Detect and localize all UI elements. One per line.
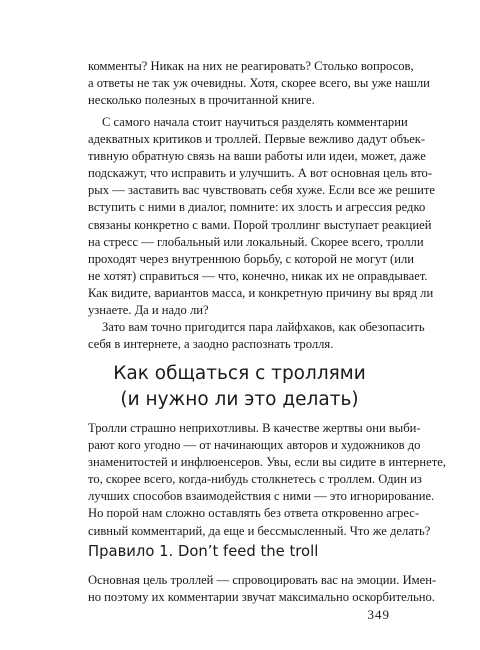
text-line: вступить с ними в диалог, помните: их злость и агрессия редко (88, 200, 426, 215)
text-line: сивный комментарий, да еще и бессмысленный. Что же делать? (88, 523, 431, 538)
text-line: подскажут, что исправить и улучшить. А вот основная цель вто- (88, 166, 433, 181)
text-line: проходят через внутреннюю борьбу, с которой не могут (или (88, 251, 414, 266)
text-line: комменты? Никак на них не реагировать? Столько вопросов, (88, 59, 414, 73)
text-line: лучших способов взаимодействия с ними — это игнорирование. (88, 489, 435, 504)
text-line: несколько полезных в прочитанной книге. (88, 93, 315, 108)
text-line: не хотят) справиться — что, конечно, никак их не оправдывает. (88, 268, 428, 283)
text-line: рают кого угодно — от начинающих авторов и художников до (88, 438, 421, 453)
text-line: то, скорее всего, когда-нибудь столкнетесь с троллем. Один из (88, 472, 422, 487)
text-line: а ответы не так уж очевидны. Хотя, скорее всего, вы уже нашли (88, 76, 430, 91)
text-line: тивную обратную связь на ваши работы или идеи, может, даже (88, 149, 426, 164)
text-line: Тролли страшно неприхотливы. В качестве жертвы они выби- (88, 421, 421, 435)
text-line: себя в интернете, а заодно распознать тролля. (88, 337, 334, 352)
text-line: но поэтому их комментарии звучат максимально оскорбительно. (88, 590, 435, 605)
text-line: Зато вам точно пригодится пара лайфхаков, как обезопасить (102, 320, 425, 334)
paragraph-rule-one (88, 572, 437, 606)
text-line: связаны конкретно с вами. Порой троллинг выступает реакцией (88, 217, 432, 232)
paragraph-critics-vs-trolls (88, 114, 435, 319)
text-line: знаменитостей и инфлюенсеров. Увы, если вы сидите в интернете, (88, 455, 446, 470)
page-number: 349 (367, 607, 390, 622)
heading-line: Как общаться с троллями (113, 363, 366, 384)
rule-subheading: Правило 1. Don’t feed the troll (88, 543, 319, 560)
text-line: Основная цель троллей — спровоцировать вас на эмоции. Имен- (88, 573, 437, 587)
paragraph-intro (88, 58, 430, 109)
paragraph-trolls-unpicky (88, 420, 446, 540)
heading-line: (и нужно ли это делать) (120, 389, 359, 410)
text-line: С самого начала стоит научиться разделять комментарии (102, 115, 408, 129)
text-line: на стресс — глобальный или локальный. Скорее всего, тролли (88, 234, 424, 249)
text-line: Но порой нам сложно оставлять без ответа откровенно агрес- (88, 506, 420, 521)
text-line: адекватных критиков и троллей. Первые вежливо дадут объек- (88, 132, 426, 147)
text-line: узнаете. Да и надо ли? (88, 303, 209, 318)
text-line: рых — заставить вас чувствовать себя хуже. Если все же решите (88, 183, 435, 198)
paragraph-lifehacks (88, 319, 425, 353)
section-heading (88, 361, 391, 413)
text-line: Как видите, вариантов масса, и конкретную причину вы вряд ли (88, 285, 434, 300)
